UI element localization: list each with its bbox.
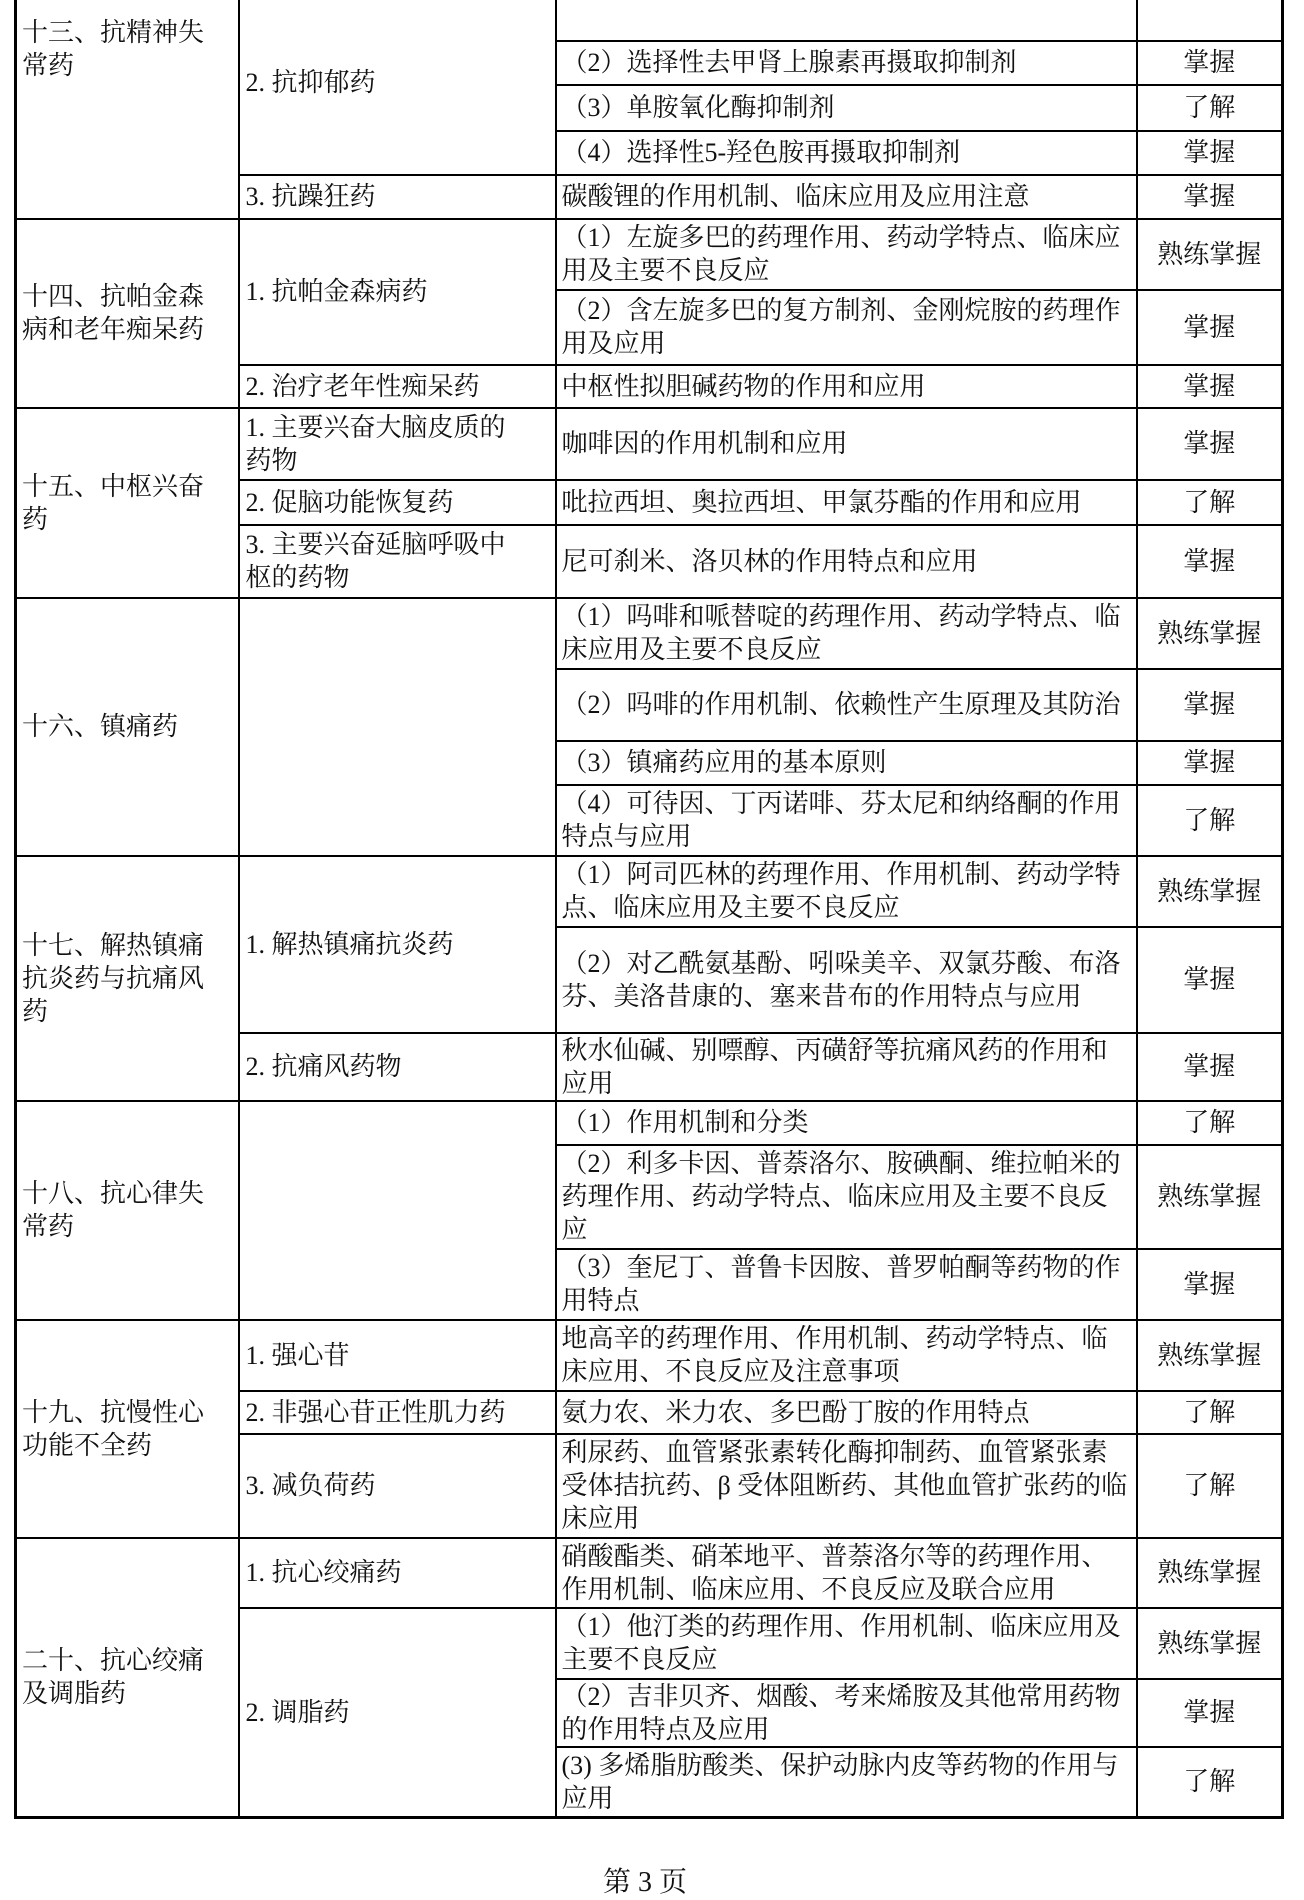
table-viewport	[14, 0, 1290, 1820]
content-cell: 咖啡因的作用机制和应用	[556, 408, 1137, 480]
page-number: 第 3 页	[602, 1867, 687, 1898]
unit-cell: 2. 抗抑郁药	[239, 0, 556, 175]
content-cell: 利尿药、血管紧张素转化酶抑制药、血管紧张素受体拮抗药、β 受体阻断药、其他血管扩张药的临床应用	[556, 1434, 1137, 1538]
level-cell: 掌握	[1137, 1033, 1283, 1101]
content-cell: 氨力农、米力农、多巴酚丁胺的作用特点	[556, 1391, 1137, 1434]
content-cell: (3) 多烯脂肪酸类、保护动脉内皮等药物的作用与应用	[556, 1747, 1137, 1818]
table-row	[16, 1101, 1283, 1145]
unit-cell: 2. 促脑功能恢复药	[239, 480, 556, 525]
table-row	[16, 598, 1283, 669]
content-cell: （2）含左旋多巴的复方制剂、金刚烷胺的药理作用及应用	[556, 290, 1137, 365]
level-cell: 了解	[1137, 1434, 1283, 1538]
content-cell: （2）选择性去甲肾上腺素再摄取抑制剂	[556, 41, 1137, 85]
table-row	[16, 219, 1283, 290]
unit-cell: 1. 抗帕金森病药	[239, 219, 556, 365]
level-cell: 掌握	[1137, 175, 1283, 219]
level-cell: 熟练掌握	[1137, 856, 1283, 927]
level-cell: 了解	[1137, 85, 1283, 131]
category-cell: 十八、抗心律失常药	[16, 1101, 239, 1320]
table-row	[16, 856, 1283, 927]
level-cell: 掌握	[1137, 927, 1283, 1033]
content-cell: （1）左旋多巴的药理作用、药动学特点、临床应用及主要不良反应	[556, 219, 1137, 290]
level-cell: 熟练掌握	[1137, 1320, 1283, 1391]
unit-cell: 1. 强心苷	[239, 1320, 556, 1391]
table-row	[16, 1320, 1283, 1391]
content-cell: （1）吗啡和哌替啶的药理作用、药动学特点、临床应用及主要不良反应	[556, 598, 1137, 669]
content-cell: （2）吗啡的作用机制、依赖性产生原理及其防治	[556, 669, 1137, 741]
category-cell: 十四、抗帕金森病和老年痴呆药	[16, 219, 239, 408]
level-cell: 掌握	[1137, 41, 1283, 85]
content-cell: （4）可待因、丁丙诺啡、芬太尼和纳络酮的作用特点与应用	[556, 785, 1137, 856]
level-cell: 熟练掌握	[1137, 219, 1283, 290]
content-cell: 硝酸酯类、硝苯地平、普萘洛尔等的药理作用、作用机制、临床应用、不良反应及联合应用	[556, 1538, 1137, 1608]
content-cell: （3）镇痛药应用的基本原则	[556, 741, 1137, 785]
table-row	[16, 1538, 1283, 1608]
level-cell: 掌握	[1137, 290, 1283, 365]
unit-cell: 3. 主要兴奋延脑呼吸中枢的药物	[239, 525, 556, 598]
unit-cell: 1. 主要兴奋大脑皮质的药物	[239, 408, 556, 480]
content-cell: （1）阿司匹林的药理作用、作用机制、药动学特点、临床应用及主要不良反应	[556, 856, 1137, 927]
content-cell: （3）单胺氧化酶抑制剂	[556, 85, 1137, 131]
content-cell: 吡拉西坦、奥拉西坦、甲氯芬酯的作用和应用	[556, 480, 1137, 525]
table-row	[16, 0, 1283, 41]
category-cell: 十九、抗慢性心功能不全药	[16, 1320, 239, 1538]
content-cell: （2）吉非贝齐、烟酸、考来烯胺及其他常用药物的作用特点及应用	[556, 1679, 1137, 1747]
category-cell: 二十、抗心绞痛及调脂药	[16, 1538, 239, 1818]
unit-cell: 2. 调脂药	[239, 1608, 556, 1818]
unit-cell: 2. 非强心苷正性肌力药	[239, 1391, 556, 1434]
unit-cell: 2. 治疗老年性痴呆药	[239, 365, 556, 408]
content-cell: 地高辛的药理作用、作用机制、药动学特点、临床应用、不良反应及注意事项	[556, 1320, 1137, 1391]
category-cell: 十三、抗精神失常药	[16, 0, 239, 219]
level-cell: 掌握	[1137, 669, 1283, 741]
content-cell: 尼可刹米、洛贝林的作用特点和应用	[556, 525, 1137, 598]
level-cell: 了解	[1137, 480, 1283, 525]
level-cell: 了解	[1137, 785, 1283, 856]
level-cell: 熟练掌握	[1137, 1145, 1283, 1249]
content-cell: （2）对乙酰氨基酚、吲哚美辛、双氯芬酸、布洛芬、美洛昔康的、塞来昔布的作用特点与应用	[556, 927, 1137, 1033]
level-cell: 掌握	[1137, 365, 1283, 408]
content-cell: 中枢性拟胆碱药物的作用和应用	[556, 365, 1137, 408]
level-cell: 掌握	[1137, 525, 1283, 598]
unit-cell: 1. 解热镇痛抗炎药	[239, 856, 556, 1033]
unit-cell	[239, 1101, 556, 1320]
unit-cell: 3. 减负荷药	[239, 1434, 556, 1538]
content-cell: （1）作用机制和分类	[556, 1101, 1137, 1145]
level-cell	[1137, 0, 1283, 41]
level-cell: 熟练掌握	[1137, 598, 1283, 669]
content-cell: （2）利多卡因、普萘洛尔、胺碘酮、维拉帕米的药理作用、药动学特点、临床应用及主要不良反应	[556, 1145, 1137, 1249]
category-cell: 十五、中枢兴奋药	[16, 408, 239, 598]
syllabus-table	[14, 0, 1284, 1819]
level-cell: 掌握	[1137, 131, 1283, 175]
level-cell: 了解	[1137, 1391, 1283, 1434]
level-cell: 了解	[1137, 1101, 1283, 1145]
level-cell: 掌握	[1137, 741, 1283, 785]
level-cell: 掌握	[1137, 1249, 1283, 1320]
unit-cell: 2. 抗痛风药物	[239, 1033, 556, 1101]
unit-cell	[239, 598, 556, 856]
unit-cell: 1. 抗心绞痛药	[239, 1538, 556, 1608]
level-cell: 掌握	[1137, 408, 1283, 480]
content-cell: 碳酸锂的作用机制、临床应用及应用注意	[556, 175, 1137, 219]
table-row	[16, 408, 1283, 480]
content-cell: （4）选择性5-羟色胺再摄取抑制剂	[556, 131, 1137, 175]
level-cell: 熟练掌握	[1137, 1608, 1283, 1679]
content-cell: 秋水仙碱、别嘌醇、丙磺舒等抗痛风药的作用和应用	[556, 1033, 1137, 1101]
unit-cell: 3. 抗躁狂药	[239, 175, 556, 219]
content-cell	[556, 0, 1137, 41]
level-cell: 掌握	[1137, 1679, 1283, 1747]
level-cell: 了解	[1137, 1747, 1283, 1818]
category-cell: 十七、解热镇痛抗炎药与抗痛风药	[16, 856, 239, 1101]
level-cell: 熟练掌握	[1137, 1538, 1283, 1608]
content-cell: （1）他汀类的药理作用、作用机制、临床应用及主要不良反应	[556, 1608, 1137, 1679]
content-cell: （3）奎尼丁、普鲁卡因胺、普罗帕酮等药物的作用特点	[556, 1249, 1137, 1320]
category-cell: 十六、镇痛药	[16, 598, 239, 856]
